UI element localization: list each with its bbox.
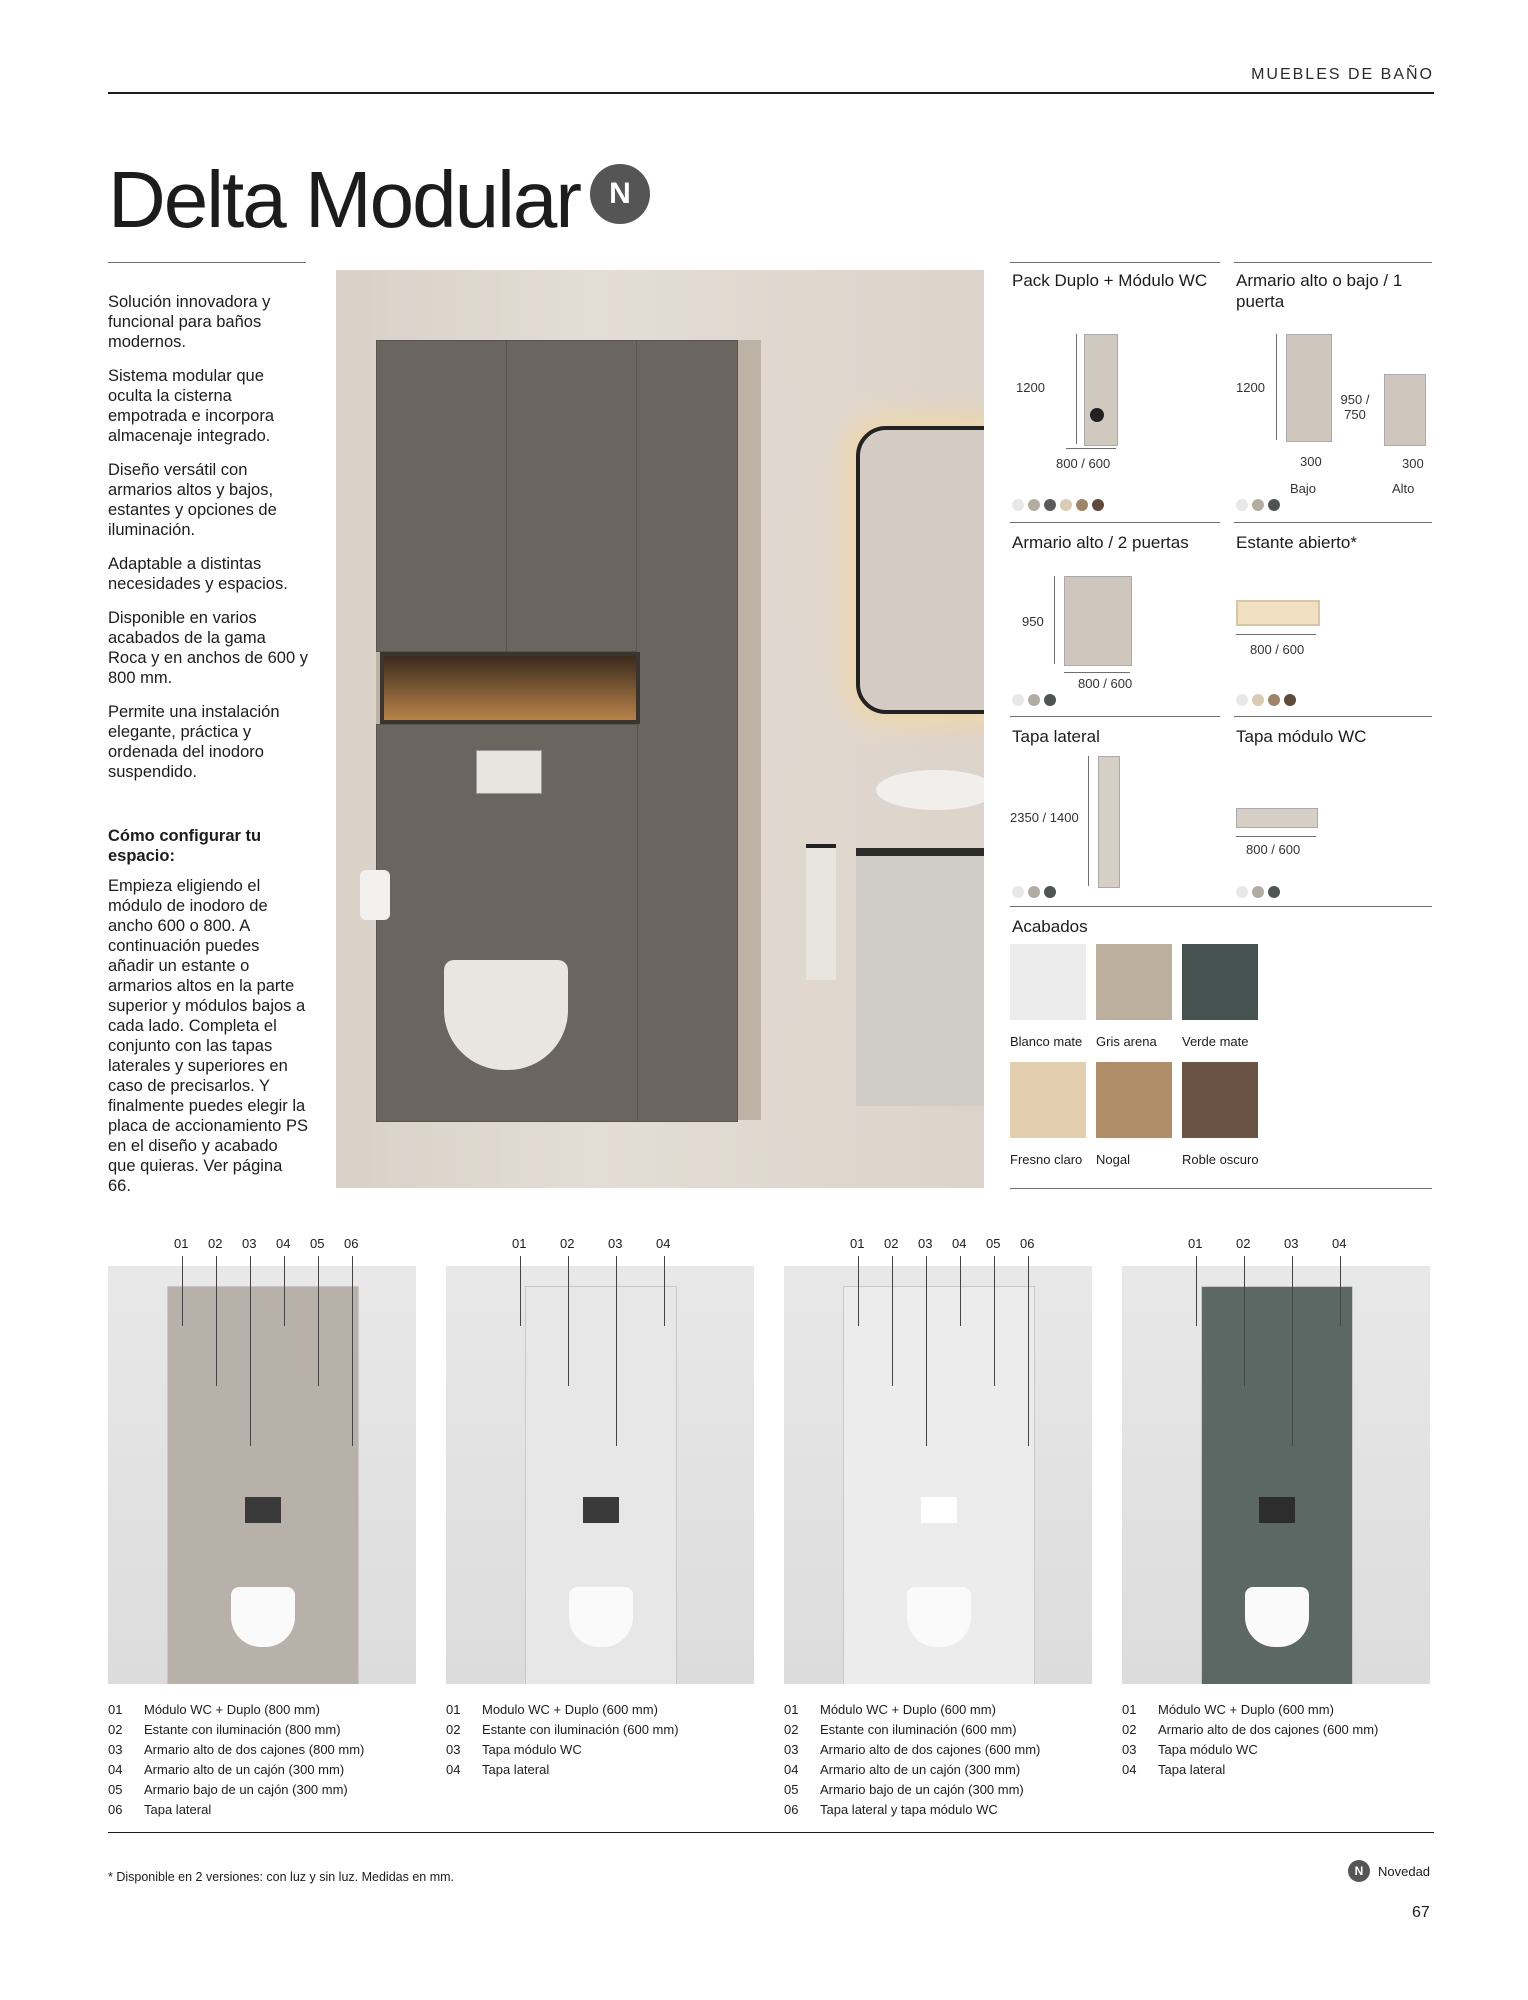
intro-paragraph: Permite una instalación elegante, práctica y ordenada del inodoro suspendido. xyxy=(108,703,280,781)
callout-number: 03 xyxy=(608,1236,623,1251)
configuration-scene xyxy=(784,1266,1092,1684)
color-dot xyxy=(1044,499,1056,511)
dimension-label: 300 xyxy=(1300,454,1322,469)
color-dot xyxy=(1012,886,1024,898)
configuration-scene xyxy=(1122,1266,1430,1684)
cabinet-label: Bajo xyxy=(1290,481,1317,496)
callout-number: 06 xyxy=(344,1236,359,1251)
finish-swatch xyxy=(1182,1062,1258,1138)
color-dot xyxy=(1028,886,1040,898)
callout-number: 02 xyxy=(560,1236,575,1251)
legend-row: 01 Modulo WC + Duplo (600 mm) xyxy=(446,1702,658,1717)
modular-unit xyxy=(525,1286,677,1684)
intro-paragraph: Diseño versátil con armarios altos y bajos, estantes y opciones de iluminación. xyxy=(108,461,277,539)
product-title: Armario alto / 2 puertas xyxy=(1012,533,1189,552)
finish-swatch xyxy=(1096,1062,1172,1138)
intro-rule xyxy=(108,262,306,263)
color-dot xyxy=(1268,499,1280,511)
product-title: Tapa módulo WC xyxy=(1236,727,1367,746)
legend-row: 03 Tapa módulo WC xyxy=(446,1742,582,1757)
page-title: Delta Modular xyxy=(108,155,581,244)
legend-row: 06 Tapa lateral xyxy=(108,1802,212,1817)
legend-row: 02 Estante con iluminación (800 mm) xyxy=(108,1722,341,1737)
color-swatches xyxy=(1236,886,1280,898)
flush-plate xyxy=(921,1497,957,1523)
dimension-label: 300 xyxy=(1402,456,1424,471)
legend-row: 02 Estante con iluminación (600 mm) xyxy=(784,1722,1017,1737)
color-swatches xyxy=(1236,499,1280,511)
bathroom-photo xyxy=(336,270,984,1188)
dimension-label: 800 / 600 xyxy=(1246,842,1301,857)
callout-line xyxy=(994,1256,995,1386)
callout-number: 05 xyxy=(310,1236,325,1251)
callout-line xyxy=(664,1256,665,1326)
product-title: Pack Duplo + Módulo WC xyxy=(1012,271,1208,290)
callout-line xyxy=(318,1256,319,1386)
dimension-label: 2350 / 1400 xyxy=(1010,810,1079,825)
callout-line xyxy=(182,1256,183,1326)
callout-line xyxy=(284,1256,285,1326)
legend-row: 01 Módulo WC + Duplo (800 mm) xyxy=(108,1702,320,1717)
intro-paragraph: Sistema modular que oculta la cisterna empotrada e incorpora almacenaje integrado. xyxy=(108,367,275,445)
callout-number: 02 xyxy=(1236,1236,1251,1251)
header-rule xyxy=(108,92,1434,94)
lit-shelf xyxy=(380,652,640,724)
legend-row: 04 Armario alto de un cajón (300 mm) xyxy=(108,1762,345,1777)
callout-line xyxy=(250,1256,251,1446)
finish-label: Nogal xyxy=(1096,1152,1130,1167)
callout-number: 06 xyxy=(1020,1236,1035,1251)
callout-number: 03 xyxy=(242,1236,257,1251)
callout-number: 01 xyxy=(1188,1236,1203,1251)
wc-toilet xyxy=(907,1587,971,1647)
color-swatches xyxy=(1012,499,1104,511)
configuration-scene xyxy=(446,1266,754,1684)
intro-paragraph: Adaptable a distintas necesidades y espacios. xyxy=(108,555,288,593)
finish-label: Roble oscuro xyxy=(1182,1152,1259,1167)
novedad-badge: N xyxy=(1348,1860,1370,1882)
flush-plate xyxy=(1259,1497,1295,1523)
color-dot xyxy=(1268,694,1280,706)
dimension-label: 800 / 600 xyxy=(1250,642,1305,657)
legend-row: 01 Módulo WC + Duplo (600 mm) xyxy=(784,1702,996,1717)
callout-line xyxy=(926,1256,927,1446)
callout-line xyxy=(352,1256,353,1446)
color-swatches xyxy=(1012,694,1056,706)
intro-text xyxy=(108,292,308,1210)
color-dot xyxy=(1236,886,1248,898)
color-swatches xyxy=(1236,694,1296,706)
legend-row: 03 Tapa módulo WC xyxy=(1122,1742,1258,1757)
legend-row: 01 Módulo WC + Duplo (600 mm) xyxy=(1122,1702,1334,1717)
callout-number: 03 xyxy=(918,1236,933,1251)
footer-rule xyxy=(108,1832,1434,1833)
config-heading: Cómo configurar tu espacio: xyxy=(108,827,262,865)
callout-number: 04 xyxy=(952,1236,967,1251)
legend-row: 04 Armario alto de un cajón (300 mm) xyxy=(784,1762,1021,1777)
toilet-paper-holder xyxy=(360,870,390,920)
side-panel-drawing xyxy=(1098,756,1120,888)
section-label: MUEBLES DE BAÑO xyxy=(1251,66,1434,83)
callout-line xyxy=(1244,1256,1245,1386)
configuration-legend xyxy=(784,1700,1040,1820)
modular-unit xyxy=(1201,1286,1353,1684)
cabinet-low-drawing xyxy=(1286,334,1332,442)
new-badge: N xyxy=(590,164,650,224)
dimension-label: 800 / 600 xyxy=(1078,676,1133,691)
finish-label: Verde mate xyxy=(1182,1034,1249,1049)
dimension-label: 950 xyxy=(1022,614,1044,629)
finishes-title: Acabados xyxy=(1012,917,1088,936)
intro-paragraph: Solución innovadora y funcional para baños modernos. xyxy=(108,293,271,351)
finish-swatch xyxy=(1010,944,1086,1020)
callout-number: 02 xyxy=(884,1236,899,1251)
callout-number: 01 xyxy=(512,1236,527,1251)
side-cabinet xyxy=(636,340,738,1122)
callout-line xyxy=(520,1256,521,1326)
legend-row: 03 Armario alto de dos cajones (800 mm) xyxy=(108,1742,365,1757)
config-text: Empieza eligiendo el módulo de inodoro de ancho 600 o 800. A continuación puedes añadir un estante o armarios altos en la parte superior y módulos bajos a cada lado. Completa el conjunto con las tapas laterales y superiores en caso de precisarlos. Y finalmente puedes elegir la placa de accionamiento PS en el diseño y acabado que quieras. Ver página 66. xyxy=(108,877,308,1195)
wall-niche xyxy=(376,340,761,1120)
callout-line xyxy=(960,1256,961,1326)
duplo-drawing xyxy=(1084,334,1118,446)
callout-number: 04 xyxy=(656,1236,671,1251)
footnote: * Disponible en 2 versiones: con luz y sin luz. Medidas en mm. xyxy=(108,1870,454,1884)
wc-toilet xyxy=(569,1587,633,1647)
finish-label: Blanco mate xyxy=(1010,1034,1083,1049)
callout-line xyxy=(1196,1256,1197,1326)
flush-plate xyxy=(476,750,542,794)
page-number: 67 xyxy=(1412,1904,1430,1921)
dimension-label: 800 / 600 xyxy=(1056,456,1111,471)
color-dot xyxy=(1236,499,1248,511)
callout-line xyxy=(1292,1256,1293,1446)
legend-row: 02 Estante con iluminación (600 mm) xyxy=(446,1722,679,1737)
product-title: Armario alto o bajo / 1 puerta xyxy=(1236,271,1403,311)
intro-paragraph: Disponible en varios acabados de la gama Roca y en anchos de 600 y 800 mm. xyxy=(108,609,308,687)
flush-plate xyxy=(245,1497,281,1523)
color-dot xyxy=(1236,694,1248,706)
legend-row: 02 Armario alto de dos cajones (600 mm) xyxy=(1122,1722,1379,1737)
dimension-label: 950 / 750 xyxy=(1340,392,1370,422)
callout-number: 02 xyxy=(208,1236,223,1251)
product-title: Estante abierto* xyxy=(1236,533,1357,552)
callout-number: 04 xyxy=(276,1236,291,1251)
legend-row: 05 Armario bajo de un cajón (300 mm) xyxy=(784,1782,1024,1797)
callout-number: 03 xyxy=(1284,1236,1299,1251)
callout-number: 04 xyxy=(1332,1236,1347,1251)
configuration-legend xyxy=(446,1700,679,1780)
configuration-legend xyxy=(108,1700,364,1820)
callout-line xyxy=(568,1256,569,1386)
finish-swatch xyxy=(1096,944,1172,1020)
two-door-cabinet-drawing xyxy=(1064,576,1132,666)
callout-line xyxy=(858,1256,859,1326)
towel xyxy=(806,844,836,980)
configuration-scene xyxy=(108,1266,416,1684)
callout-number: 01 xyxy=(174,1236,189,1251)
modular-unit xyxy=(843,1286,1035,1684)
modular-unit xyxy=(167,1286,359,1684)
legend-row: 03 Armario alto de dos cajones (600 mm) xyxy=(784,1742,1041,1757)
legend-row: 04 Tapa lateral xyxy=(446,1762,550,1777)
novedad-label: Novedad xyxy=(1378,1864,1431,1879)
dimension-label: 1200 xyxy=(1236,380,1265,395)
finish-swatch xyxy=(1010,1062,1086,1138)
color-dot xyxy=(1252,886,1264,898)
wc-cover-drawing xyxy=(1236,808,1318,828)
washbasin xyxy=(876,770,984,810)
legend-row: 06 Tapa lateral y tapa módulo WC xyxy=(784,1802,998,1817)
color-swatches xyxy=(1012,886,1056,898)
callout-line xyxy=(216,1256,217,1386)
tall-cabinet-door xyxy=(506,340,638,652)
color-dot xyxy=(1044,694,1056,706)
wc-toilet xyxy=(231,1587,295,1647)
color-dot xyxy=(1076,499,1088,511)
color-dot xyxy=(1252,694,1264,706)
callout-line xyxy=(616,1256,617,1446)
color-dot xyxy=(1044,886,1056,898)
wc-toilet xyxy=(1245,1587,1309,1647)
flush-plate xyxy=(583,1497,619,1523)
callout-line xyxy=(1028,1256,1029,1446)
vanity-unit xyxy=(856,848,984,1106)
legend-row: 04 Tapa lateral xyxy=(1122,1762,1226,1777)
color-dot xyxy=(1252,499,1264,511)
color-dot xyxy=(1028,499,1040,511)
color-dot xyxy=(1028,694,1040,706)
finish-swatch xyxy=(1182,944,1258,1020)
color-dot xyxy=(1268,886,1280,898)
finish-label: Gris arena xyxy=(1096,1034,1157,1049)
configuration-legend xyxy=(1122,1700,1378,1780)
open-shelf-drawing xyxy=(1236,600,1320,626)
color-dot xyxy=(1012,694,1024,706)
callout-number: 01 xyxy=(850,1236,865,1251)
callout-line xyxy=(1340,1256,1341,1326)
cabinet-label: Alto xyxy=(1392,481,1415,496)
backlit-mirror xyxy=(856,426,984,714)
color-dot xyxy=(1284,694,1296,706)
legend-row: 05 Armario bajo de un cajón (300 mm) xyxy=(108,1782,348,1797)
dimension-label: 1200 xyxy=(1016,380,1045,395)
color-dot xyxy=(1060,499,1072,511)
callout-line xyxy=(892,1256,893,1386)
callout-number: 05 xyxy=(986,1236,1001,1251)
finish-label: Fresno claro xyxy=(1010,1152,1083,1167)
product-title: Tapa lateral xyxy=(1012,727,1100,746)
color-dot xyxy=(1092,499,1104,511)
color-dot xyxy=(1012,499,1024,511)
tall-cabinet-door xyxy=(376,340,508,652)
cabinet-high-drawing xyxy=(1384,374,1426,446)
